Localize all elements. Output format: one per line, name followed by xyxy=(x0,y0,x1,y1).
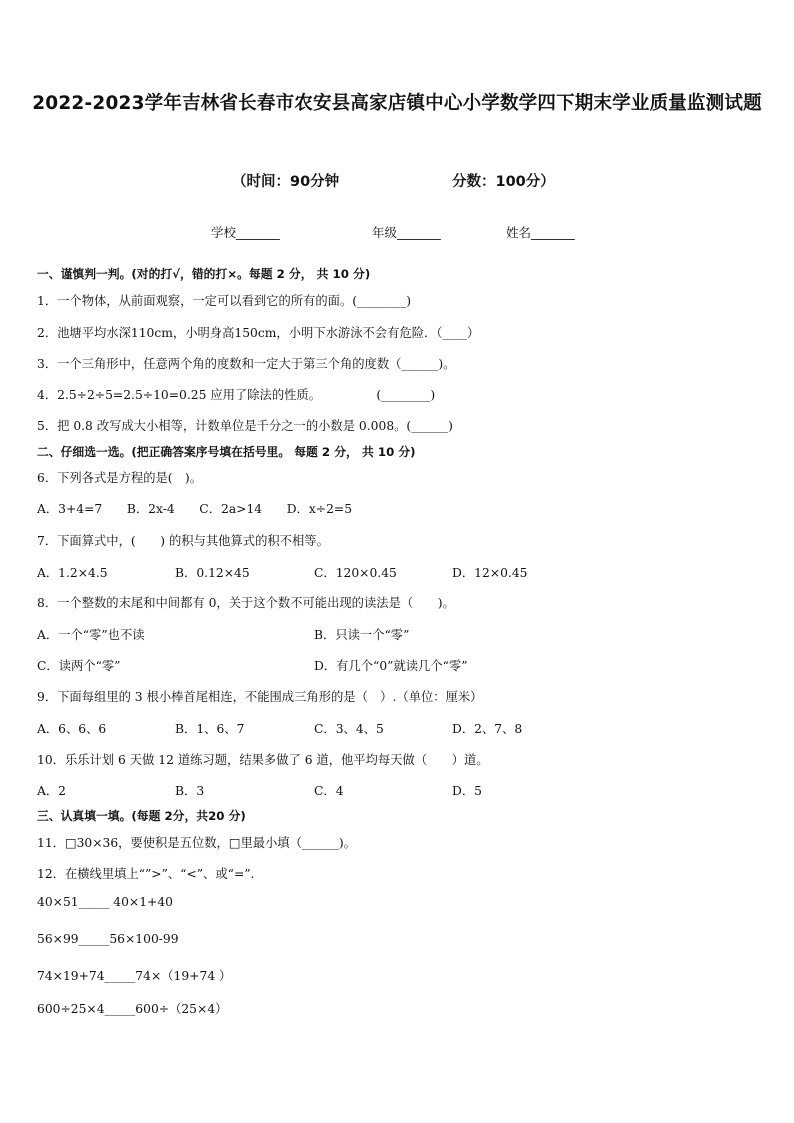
question-7-option-c: C．120×0.45 xyxy=(314,566,397,580)
question-5: 5．把 0.8 改写成大小相等，计数单位是千分之一的小数是 0.008。(______) xyxy=(37,419,453,433)
question-9-option-c: C．3、4、5 xyxy=(314,722,384,736)
question-8-option-c: C．读两个“零” xyxy=(37,659,121,673)
question-1: 1．一个物体，从前面观察，一定可以看到它的所有的面。(________) xyxy=(37,294,412,308)
question-8-option-d: D．有几个“0”就读几个“零” xyxy=(314,659,468,673)
question-12: 12．在横线里填上“”>”、“<”、或“=”. xyxy=(37,867,255,881)
question-7-option-d: D．12×0.45 xyxy=(452,566,528,580)
question-7-option-b: B．0.12×45 xyxy=(175,566,250,580)
section-3-heading: 三、认真填一填。(每题 2分，共20 分) xyxy=(37,809,246,823)
question-8-option-b: B．只读一个“零” xyxy=(314,628,410,642)
section-2-heading: 二、仔细选一选。(把正确答案序号填在括号里。 每题 2 分， 共 10 分) xyxy=(37,445,416,459)
question-7: 7．下面算式中，( ) 的积与其他算式的积不相等。 xyxy=(37,534,329,548)
question-10-option-b: B．3 xyxy=(175,784,205,798)
question-10: 10．乐乐计划 6 天做 12 道练习题，结果多做了 6 道，他平均每天做（ ）道。 xyxy=(37,753,489,767)
question-12-item-3: 74×19+74_____74×（19+74 ） xyxy=(37,969,232,983)
question-12-item-1: 40×51_____ 40×1+40 xyxy=(37,895,173,909)
exam-meta xyxy=(0,170,794,194)
question-9-option-b: B．1、6、7 xyxy=(175,722,245,736)
question-8: 8．一个整数的末尾和中间都有 0，关于这个数不可能出现的读法是（ )。 xyxy=(37,596,455,610)
question-6: 6．下列各式是方程的是( )。 xyxy=(37,471,202,485)
page-title: 2022-2023学年吉林省长春市农安县高家店镇中心小学数学四下期末学业质量监测试题 xyxy=(32,93,762,114)
question-10-option-d: D．5 xyxy=(452,784,482,798)
name-field: 姓名_______ xyxy=(506,225,575,240)
school-field: 学校_______ xyxy=(211,225,280,240)
exam-score: 分数：100分） xyxy=(452,174,555,190)
question-10-option-c: C．4 xyxy=(314,784,344,798)
question-9-option-d: D．2、7、8 xyxy=(452,722,523,736)
question-12-item-4: 600÷25×4_____600÷（25×4） xyxy=(37,1002,228,1016)
question-9: 9．下面每组里的 3 根小棒首尾相连，不能围成三角形的是（ ）.（单位：厘米） xyxy=(37,690,483,704)
question-11: 11．□30×36，要使积是五位数，□里最小填（______)。 xyxy=(37,836,356,850)
question-6-options: A．3+4=7 B．2x-4 C．2a>14 D．x÷2=5 xyxy=(37,502,353,516)
section-1-heading: 一、谨慎判一判。(对的打√，错的打×。每题 2 分， 共 10 分) xyxy=(37,267,371,281)
question-10-option-a: A．2 xyxy=(37,784,67,798)
question-3: 3．一个三角形中，任意两个角的度数和一定大于第三个角的度数（______)。 xyxy=(37,357,456,371)
question-2: 2．池塘平均水深110cm，小明身高150cm，小明下水游泳不会有危险．（____） xyxy=(37,326,480,340)
question-4: 4．2.5÷2÷5=2.5÷10=0.25 应用了除法的性质。 (________) xyxy=(37,388,436,402)
grade-field: 年级_______ xyxy=(372,225,441,240)
exam-time: （时间：90分钟 xyxy=(232,174,340,190)
question-9-option-a: A．6、6、6 xyxy=(37,722,107,736)
question-12-item-2: 56×99_____56×100-99 xyxy=(37,932,179,946)
question-7-option-a: A．1.2×4.5 xyxy=(37,566,108,580)
student-info xyxy=(0,223,794,245)
question-8-option-a: A．一个“零”也不读 xyxy=(37,628,145,642)
